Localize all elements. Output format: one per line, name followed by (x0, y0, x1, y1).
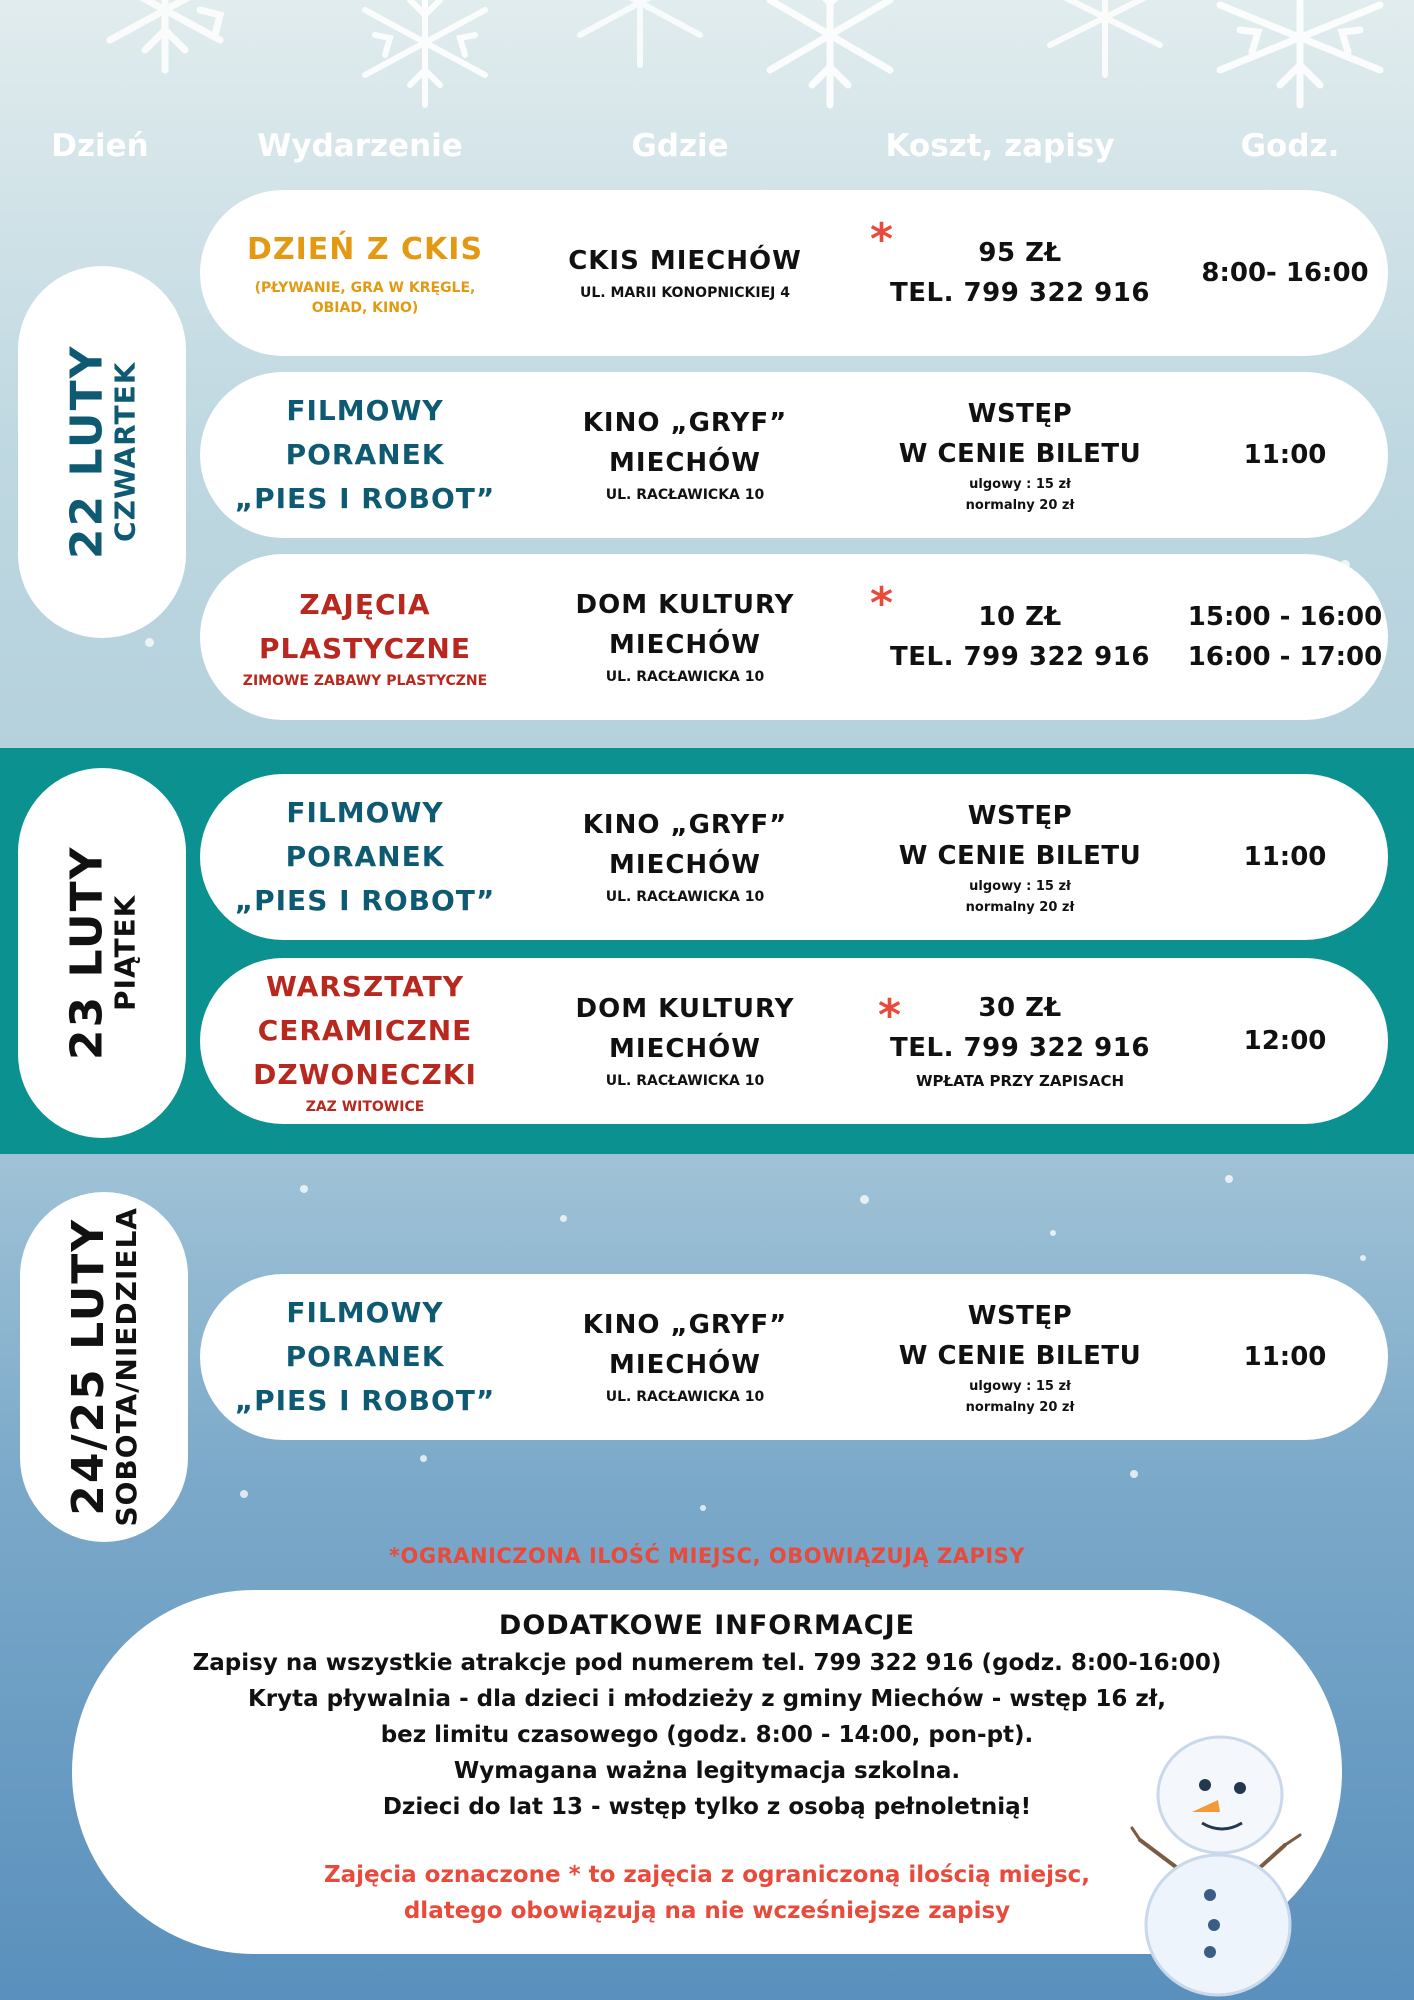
cost-note: normalny 20 zł (965, 1400, 1075, 1415)
info-line: Wymagana ważna legitymacja szkolna. (453, 1758, 961, 1784)
event-time (1180, 958, 1390, 1124)
place-name: CKIS MIECHÓW (568, 246, 802, 276)
cost-line: WSTĘP (967, 1301, 1073, 1331)
event-time (1180, 372, 1390, 538)
snow-dot (1360, 1255, 1366, 1261)
time-line: 11:00 (1243, 440, 1327, 470)
snowflake-icon (1040, 0, 1170, 80)
snowflake-icon (760, 0, 900, 115)
event-title-line: PORANEK (285, 438, 445, 471)
event-name (210, 190, 520, 356)
event-title-line: PLASTYCZNE (259, 632, 471, 665)
cost-line: W CENIE BILETU (898, 439, 1142, 469)
place-name: KINO „GRYF” (582, 810, 788, 840)
event-cost (850, 958, 1190, 1124)
snow-dot (560, 1215, 567, 1222)
time-line: 11:00 (1243, 842, 1327, 872)
snow-dot (145, 638, 154, 647)
event-cost (850, 554, 1190, 720)
event-time (1180, 774, 1390, 940)
day-pill-weekend (20, 1192, 188, 1542)
event-row (200, 958, 1388, 1124)
cost-line: TEL. 799 322 916 (890, 1033, 1150, 1063)
info-line: Zapisy na wszystkie atrakcje pod numerem tel. 799 322 916 (godz. 8:00-16:00) (192, 1650, 1222, 1676)
place-name: MIECHÓW (609, 448, 761, 478)
day-pill-friday (18, 768, 186, 1138)
info-title: DODATKOWE INFORMACJE (498, 1610, 916, 1641)
day-date: 23 LUTY (61, 845, 113, 1061)
limited-asterisk-icon: * (870, 214, 894, 265)
event-title-line: WARSZTATY (265, 970, 465, 1003)
place-name: MIECHÓW (609, 850, 761, 880)
place-address: UL. RACŁAWICKA 10 (605, 889, 765, 905)
event-title-line: PORANEK (285, 840, 445, 873)
time-line: 12:00 (1243, 1026, 1327, 1056)
snow-dot (700, 1505, 706, 1511)
event-title-line: PORANEK (285, 1340, 445, 1373)
place-address: UL. RACŁAWICKA 10 (605, 1389, 765, 1405)
place-address: UL. RACŁAWICKA 10 (605, 487, 765, 503)
event-title-line: CERAMICZNE (257, 1014, 473, 1047)
event-name (210, 1274, 520, 1440)
event-row (200, 774, 1388, 940)
cost-note: ulgowy : 15 zł (969, 879, 1071, 894)
cost-line: W CENIE BILETU (898, 1341, 1142, 1371)
snowman-illustration (1110, 1720, 1320, 2000)
info-line: bez limitu czasowego (godz. 8:00 - 14:00, pon-pt). (380, 1722, 1034, 1748)
day-weekday: CZWARTEK (108, 361, 142, 543)
place-name: KINO „GRYF” (582, 408, 788, 438)
cost-line: W CENIE BILETU (898, 841, 1142, 871)
info-line-red: Zajęcia oznaczone * to zajęcia z ograniczoną ilością miejsc, (323, 1862, 1091, 1888)
snow-dot (1225, 1175, 1233, 1183)
cost-line: TEL. 799 322 916 (890, 642, 1150, 672)
event-row (200, 1274, 1388, 1440)
event-place (530, 774, 840, 940)
snow-dot (860, 1195, 869, 1204)
place-address: UL. RACŁAWICKA 10 (605, 1073, 765, 1089)
header-event: Wydarzenie (257, 128, 463, 164)
place-name: KINO „GRYF” (582, 1310, 788, 1340)
event-subtitle: ZAZ WITOWICE (305, 1099, 425, 1115)
event-row (200, 190, 1388, 356)
header-where: Gdzie (631, 128, 729, 164)
limited-asterisk-icon: * (870, 578, 894, 629)
event-name (210, 774, 520, 940)
snowflake-icon (80, 0, 250, 80)
time-line: 16:00 - 17:00 (1187, 642, 1383, 672)
cost-line: 30 ZŁ (978, 993, 1062, 1023)
cost-line: WSTĘP (967, 399, 1073, 429)
time-line: 8:00- 16:00 (1201, 258, 1369, 288)
place-name: DOM KULTURY (575, 994, 795, 1024)
info-line: Kryta pływalnia - dla dzieci i młodzieży z gminy Miechów - wstęp 16 zł, (247, 1686, 1167, 1712)
event-title-line: „PIES I ROBOT” (234, 1384, 496, 1417)
place-name: MIECHÓW (609, 1034, 761, 1064)
time-line: 15:00 - 16:00 (1187, 602, 1383, 632)
day-weekday: SOBOTA/NIEDZIELA (110, 1207, 144, 1527)
event-name (210, 372, 520, 538)
info-line-red: dlatego obowiązują na nie wcześniejsze zapisy (403, 1898, 1011, 1924)
event-place (530, 372, 840, 538)
day-date: 24/25 LUTY (63, 1218, 115, 1516)
event-place (530, 190, 840, 356)
event-place (530, 1274, 840, 1440)
place-address: UL. RACŁAWICKA 10 (605, 669, 765, 685)
event-title-line: DZIEŃ Z CKIS (246, 232, 484, 267)
limited-places-note: *OGRANICZONA ILOŚĆ MIEJSC, OBOWIĄZUJĄ ZAPISY (389, 1544, 1025, 1568)
event-place (530, 554, 840, 720)
event-row (200, 554, 1388, 720)
day-weekday: PIĄTEK (108, 894, 142, 1012)
snow-dot (420, 1455, 427, 1462)
event-name (210, 554, 520, 720)
event-place (530, 958, 840, 1124)
event-cost (850, 774, 1190, 940)
event-cost (850, 372, 1190, 538)
header-day: Dzień (51, 128, 149, 164)
place-name: MIECHÓW (609, 1350, 761, 1380)
snow-dot (300, 1185, 308, 1193)
snow-dot (1050, 1230, 1056, 1236)
event-subtitle: (PŁYWANIE, GRA W KRĘGLE, OBIAD, KINO) (254, 280, 476, 316)
limited-asterisk-icon: * (878, 990, 902, 1041)
snowflake-icon (1200, 0, 1400, 110)
event-subtitle: ZIMOWE ZABAWY PLASTYCZNE (242, 673, 488, 689)
place-name: MIECHÓW (609, 630, 761, 660)
place-address: UL. MARII KONOPNICKIEJ 4 (580, 285, 790, 301)
snow-dot (240, 1490, 248, 1498)
event-time (1180, 1274, 1390, 1440)
cost-line: 10 ZŁ (978, 602, 1062, 632)
event-title-line: FILMOWY (286, 394, 444, 427)
cost-note: normalny 20 zł (965, 900, 1075, 915)
event-cost (850, 1274, 1190, 1440)
cost-line: WSTĘP (967, 801, 1073, 831)
header-hours: Godz. (1240, 128, 1340, 164)
cost-line: 95 ZŁ (978, 238, 1062, 268)
event-title-line: ZAJĘCIA (299, 588, 431, 621)
snowflake-icon (355, 0, 495, 110)
event-cost (850, 190, 1190, 356)
cost-note: ulgowy : 15 zł (969, 477, 1071, 492)
info-line: Dzieci do lat 13 - wstęp tylko z osobą pełnoletnią! (382, 1794, 1032, 1820)
event-title-line: „PIES I ROBOT” (234, 482, 496, 515)
day-pill-thursday (18, 266, 186, 638)
event-title-line: „PIES I ROBOT” (234, 884, 496, 917)
event-title-line: FILMOWY (286, 1296, 444, 1329)
header-cost: Koszt, zapisy (885, 128, 1115, 164)
cost-line: TEL. 799 322 916 (890, 278, 1150, 308)
place-name: DOM KULTURY (575, 590, 795, 620)
event-time (1180, 554, 1390, 720)
event-name (210, 958, 520, 1124)
snow-dot (1130, 1470, 1138, 1478)
day-date: 22 LUTY (61, 344, 113, 560)
cost-note: WPŁATA PRZY ZAPISACH (915, 1072, 1125, 1090)
cost-note: ulgowy : 15 zł (969, 1379, 1071, 1394)
event-time (1180, 190, 1390, 356)
snowflake-icon (560, 0, 720, 70)
cost-note: normalny 20 zł (965, 498, 1075, 513)
event-title-line: DZWONECZKI (253, 1058, 477, 1091)
time-line: 11:00 (1243, 1342, 1327, 1372)
event-row (200, 372, 1388, 538)
event-title-line: FILMOWY (286, 796, 444, 829)
